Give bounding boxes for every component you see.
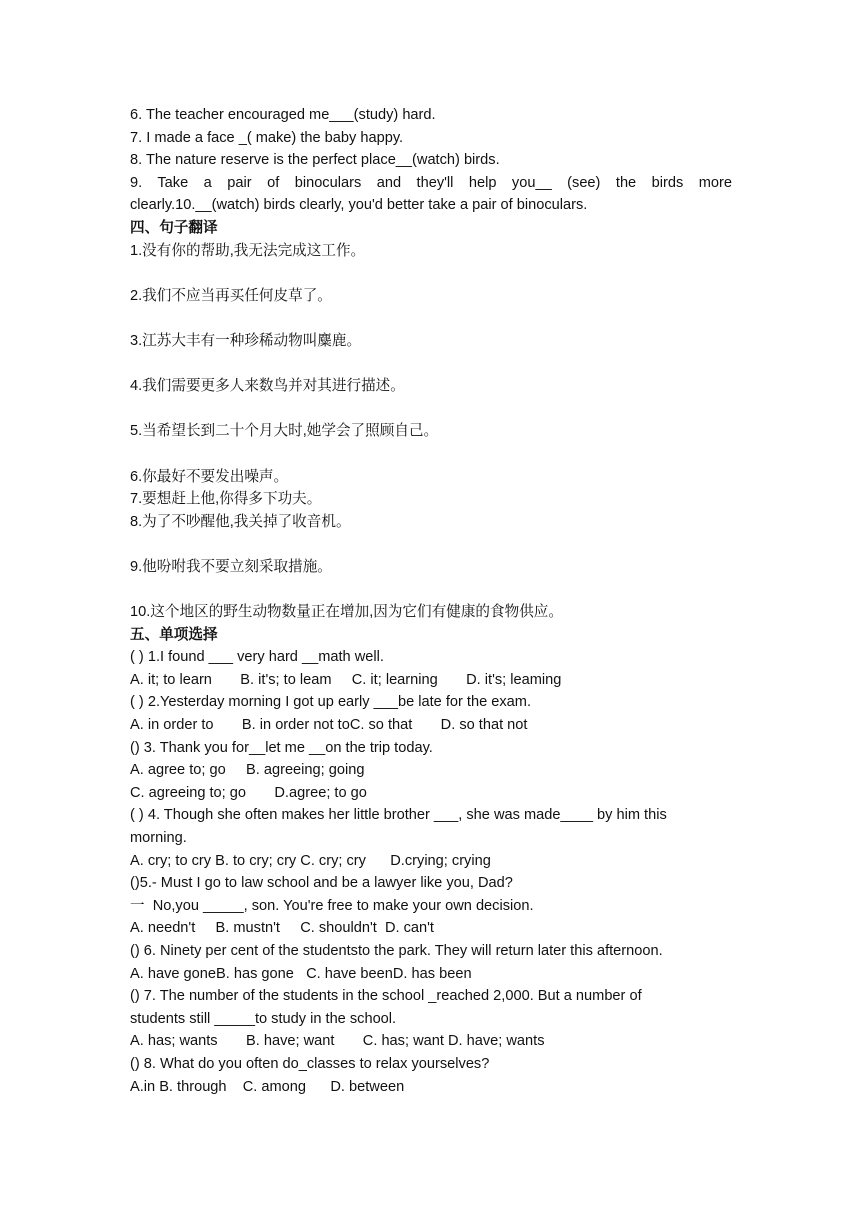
text-line: 4.我们需要更多人来数鸟并对其进行描述。 bbox=[130, 378, 405, 395]
blank-line bbox=[130, 533, 732, 556]
blank-line bbox=[130, 307, 732, 330]
text-line: ( ) 2.Yesterday morning I got up early ___be late for the exam. bbox=[130, 694, 532, 711]
text-line: 6. The teacher encouraged me___(study) hard. bbox=[130, 107, 436, 123]
text-line: 3.江苏大丰有一种珍稀动物叫麋鹿。 bbox=[130, 332, 362, 349]
text-line: 9.他吩咐我不要立刻采取措施。 bbox=[130, 558, 332, 575]
text-line: () 3. Thank you for__let me __on the trip today. bbox=[130, 739, 433, 756]
text-line: 8. The nature reserve is the perfect place__(watch) birds. bbox=[130, 152, 500, 169]
text-line: 1.没有你的帮助,我无法完成这工作。 bbox=[130, 242, 366, 259]
blank-line bbox=[130, 262, 732, 285]
text-line: () 6. Ninety per cent of the studentsto the park. They will return later this afternoon. bbox=[130, 942, 663, 959]
text-line: morning. bbox=[130, 830, 187, 846]
text-line: 7. I made a face _( make) the baby happy. bbox=[130, 129, 404, 146]
text-line: A. needn't B. mustn't C. shouldn't D. can't bbox=[130, 920, 434, 937]
text-line: ( ) 1.I found ___ very hard __math well. bbox=[130, 649, 384, 666]
text-line: A. in order to B. in order not toC. so that D. so that not bbox=[130, 717, 528, 734]
document-page bbox=[130, 104, 732, 1098]
blank-line bbox=[130, 443, 732, 466]
text-line: 8.为了不吵醒他,我关掉了收音机。 bbox=[130, 513, 351, 530]
blank-line bbox=[130, 353, 732, 376]
text-line: 10.这个地区的野生动物数量正在增加,因为它们有健康的食物供应。 bbox=[130, 604, 563, 621]
text-line: A. cry; to cry B. to cry; cry C. cry; cry D.crying; crying bbox=[130, 852, 491, 869]
text-line: clearly.10.__(watch) birds clearly, you'd better take a pair of binoculars. bbox=[130, 197, 588, 214]
text-line: 5.当希望长到二十个月大时,她学会了照顾自己。 bbox=[130, 423, 439, 440]
text-line: A. have goneB. has gone C. have beenD. has been bbox=[130, 965, 472, 982]
text-line: 7.要想赶上他,你得多下功夫。 bbox=[130, 491, 322, 508]
blank-line bbox=[130, 398, 732, 421]
text-line: 9. Take a pair of binoculars and they'll help you__ (see) the birds more bbox=[130, 174, 732, 191]
text-line: ( ) 4. Though she often makes her little brother ___, she was made____ by him this bbox=[130, 807, 667, 824]
text-line: () 8. What do you often do_classes to relax yourselves? bbox=[130, 1055, 490, 1072]
text-line: A. it; to learn B. it's; to leam C. it; learning D. it's; leaming bbox=[130, 671, 562, 688]
text-line: 6.你最好不要发出噪声。 bbox=[130, 468, 289, 485]
blank-line bbox=[130, 578, 732, 601]
text-line: 一 No,you _____, son. You're free to make your own decision. bbox=[130, 897, 534, 914]
text-line: A. has; wants B. have; want C. has; want D. have; wants bbox=[130, 1033, 545, 1050]
text-line: () 7. The number of the students in the school _reached 2,000. But a number of bbox=[130, 988, 642, 1005]
text-line: students still _____to study in the school. bbox=[130, 1010, 397, 1027]
text-line: C. agreeing to; go D.agree; to go bbox=[130, 784, 367, 801]
text-line: A. agree to; go B. agreeing; going bbox=[130, 762, 365, 779]
section-heading: 四、句子翻译 bbox=[130, 219, 218, 236]
text-line: A.in B. through C. among D. between bbox=[130, 1078, 405, 1095]
section-heading: 五、单项选择 bbox=[130, 626, 218, 643]
text-line: 2.我们不应当再买任何皮草了。 bbox=[130, 287, 332, 304]
text-line: ()5.- Must I go to law school and be a lawyer like you, Dad? bbox=[130, 875, 513, 892]
